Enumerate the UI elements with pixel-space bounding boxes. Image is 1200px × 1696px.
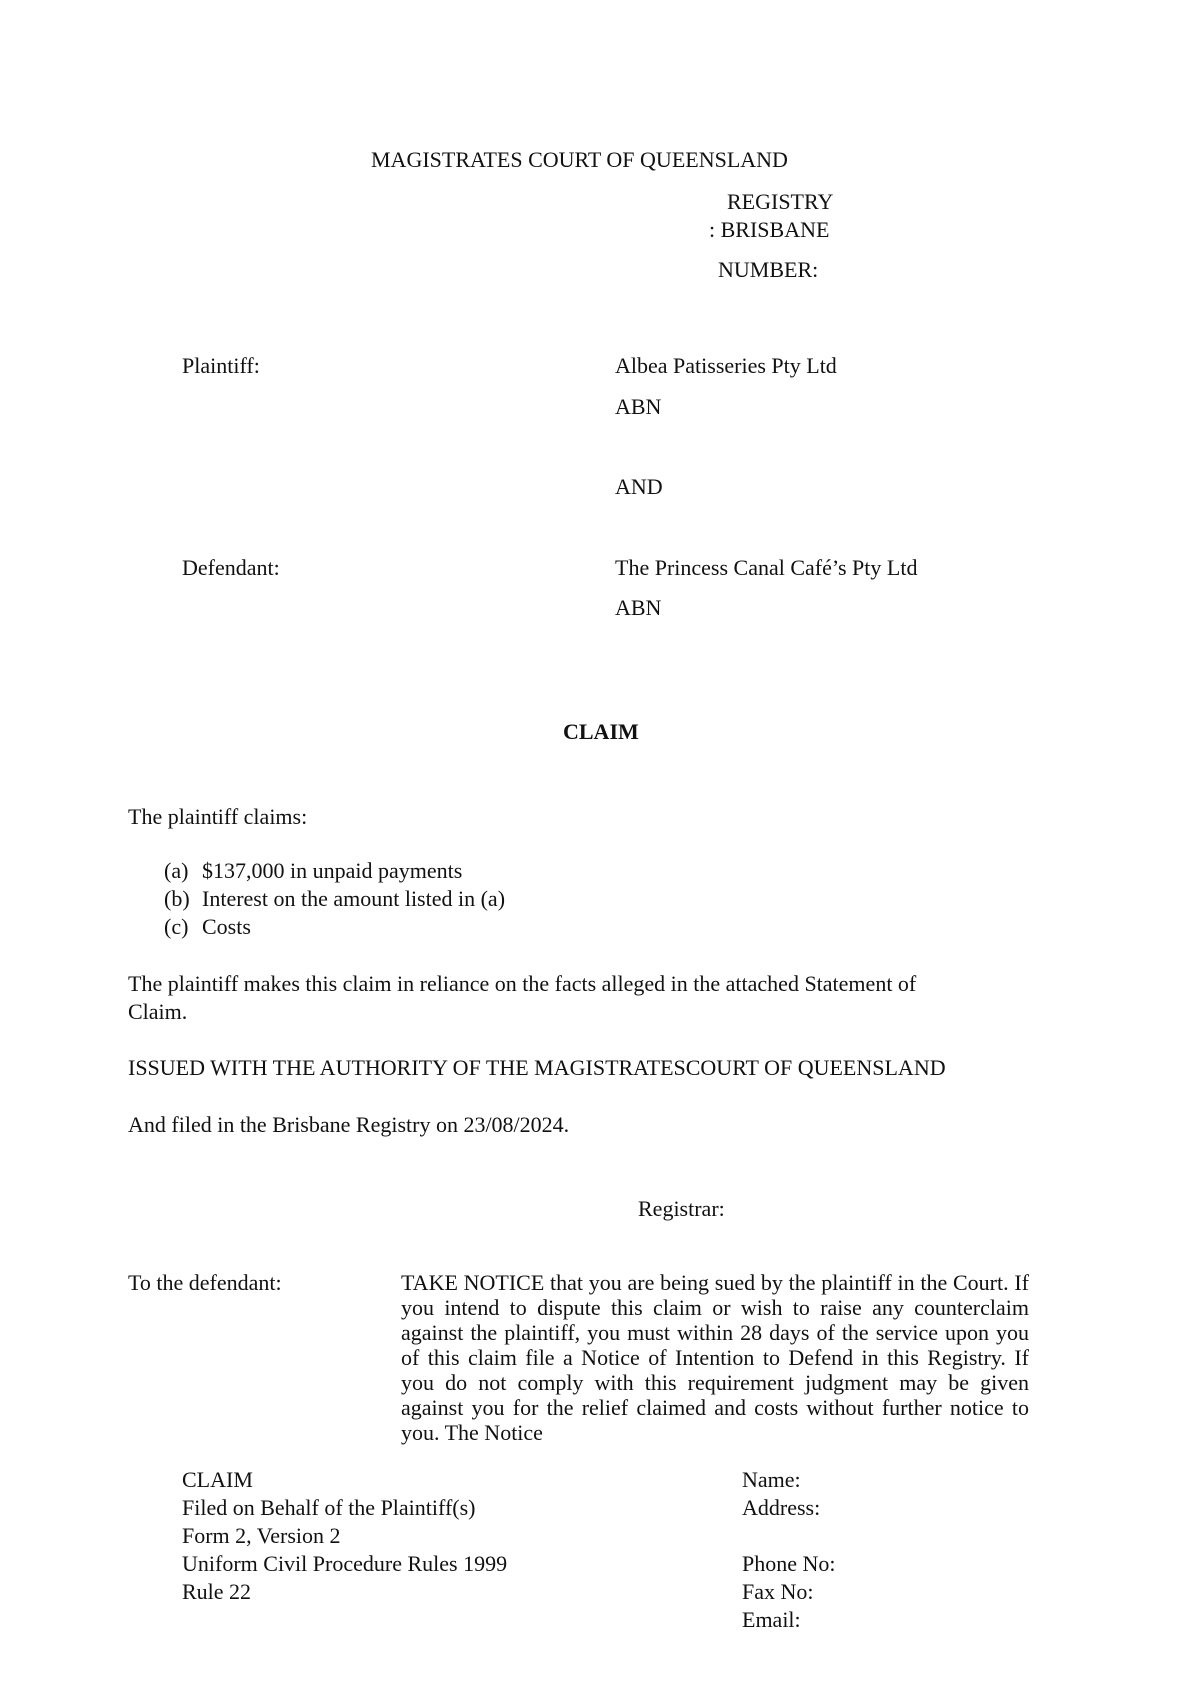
footer-filed-on-behalf: Filed on Behalf of the Plaintiff(s) (182, 1495, 476, 1520)
footer-rule-number: Rule 22 (182, 1579, 252, 1604)
footer-email-label: Email: (742, 1607, 801, 1632)
footer-document-info (182, 1466, 507, 1606)
footer-doc-type: CLAIM (182, 1467, 253, 1492)
defendant-abn: ABN (615, 595, 662, 620)
list-item (164, 858, 505, 886)
registry-label: REGISTRY (727, 189, 834, 214)
list-item-label: (a) (164, 858, 189, 883)
footer-phone-label: Phone No: (742, 1551, 836, 1576)
defendant-name: The Princess Canal Café’s Pty Ltd (615, 555, 918, 580)
filed-statement: And filed in the Brisbane Registry on 23/08/2024. (128, 1112, 570, 1137)
registrar-label: Registrar: (638, 1196, 725, 1221)
footer-rules: Uniform Civil Procedure Rules 1999 (182, 1551, 508, 1576)
footer-address-label: Address: (742, 1495, 821, 1520)
footer-address-blank (742, 1522, 836, 1550)
list-item-text: Costs (202, 914, 251, 939)
footer-contact-info (742, 1466, 836, 1634)
issued-statement: ISSUED WITH THE AUTHORITY OF THE MAGISTRATESCOURT OF QUEENSLAND (128, 1055, 946, 1080)
court-title: MAGISTRATES COURT OF QUEENSLAND (371, 147, 788, 172)
and-label: AND (615, 474, 663, 499)
footer-fax-label: Fax No: (742, 1579, 814, 1604)
plaintiff-abn: ABN (615, 394, 662, 419)
footer-name-label: Name: (742, 1467, 801, 1492)
plaintiff-label: Plaintiff: (182, 353, 260, 378)
list-item-label: (c) (164, 914, 189, 939)
list-item-text: Interest on the amount listed in (a) (202, 886, 506, 911)
list-item-text: $137,000 in unpaid payments (202, 858, 463, 883)
footer-form-version: Form 2, Version 2 (182, 1523, 341, 1548)
claim-intro: The plaintiff claims: (128, 804, 308, 829)
defendant-label: Defendant: (182, 555, 280, 580)
reliance-text-line1: The plaintiff makes this claim in reliance on the facts alleged in the attached Statement of (128, 971, 917, 996)
plaintiff-name: Albea Patisseries Pty Ltd (615, 353, 837, 378)
to-defendant-label: To the defendant: (128, 1270, 282, 1295)
take-notice-paragraph: TAKE NOTICE that you are being sued by the plaintiff in the Court. If you intend to dispute this claim or wish to raise any counterclaim against the plaintiff, you must within 28 days of the service upon you of this claim file a Notice of Intention to Defend in this Registry. If you do not comply with this requirement judgment may be given against you for the relief claimed and costs without further notice to you. The Notice (401, 1270, 1029, 1445)
claim-items-list (164, 858, 505, 942)
list-item-label: (b) (164, 886, 190, 911)
registry-value: : BRISBANE (709, 217, 830, 242)
list-item (164, 886, 505, 914)
number-label: NUMBER: (718, 257, 819, 282)
reliance-text-line2: Claim. (128, 999, 188, 1024)
claim-title: CLAIM (563, 719, 639, 744)
list-item (164, 914, 505, 942)
